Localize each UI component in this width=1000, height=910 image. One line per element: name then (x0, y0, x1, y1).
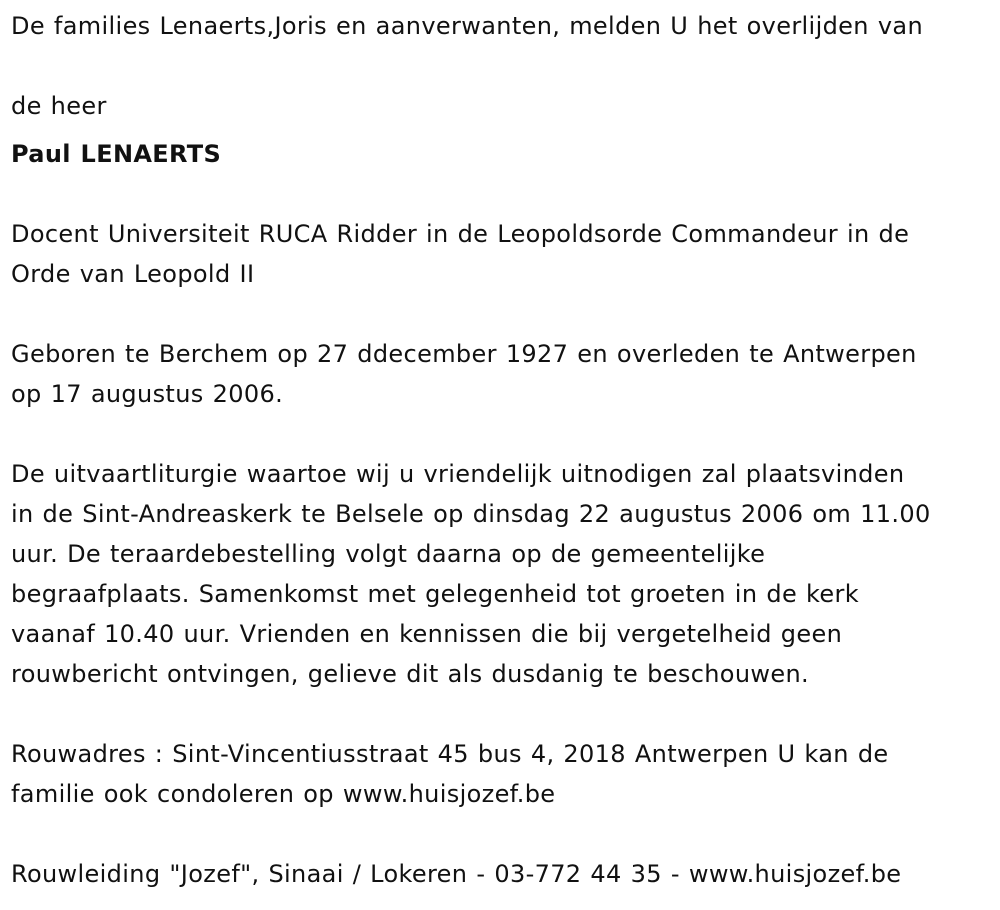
address-line: Rouwadres : Sint-Vincentiusstraat 45 bus 4, 2018 Antwerpen U kan de (11, 740, 889, 768)
intro-text: De families Lenaerts,Joris en aanverwanten, melden U het overlijden van (11, 12, 924, 40)
birth-death-line: Geboren te Berchem op 27 ddecember 1927 en overleden te Antwerpen (11, 340, 917, 368)
funeral-line: De uitvaartliturgie waartoe wij u vriendelijk uitnodigen zal plaatsvinden (11, 460, 905, 488)
birth-death-line: op 17 augustus 2006. (11, 380, 284, 408)
salutation: de heer (11, 92, 107, 120)
funeral-line: in de Sint-Andreaskerk te Belsele op dinsdag 22 augustus 2006 om 11.00 (11, 500, 931, 528)
address-line: familie ook condoleren op www.huisjozef.be (11, 780, 556, 808)
funeral-line: uur. De teraardebestelling volgt daarna op de gemeentelijke (11, 540, 766, 568)
titles-paragraph (11, 214, 909, 294)
undertaker-paragraph (11, 854, 901, 894)
undertaker-line: Rouwleiding "Jozef", Sinaai / Lokeren - 03-772 44 35 - www.huisjozef.be (11, 860, 902, 888)
address-paragraph (11, 734, 889, 814)
titles-line: Docent Universiteit RUCA Ridder in de Leopoldsorde Commandeur in de (11, 220, 910, 248)
funeral-line: vaanaf 10.40 uur. Vrienden en kennissen die bij vergetelheid geen (11, 620, 843, 648)
funeral-line: rouwbericht ontvingen, gelieve dit als dusdanig te beschouwen. (11, 660, 810, 688)
titles-line: Orde van Leopold II (11, 260, 255, 288)
birth-death-paragraph (11, 334, 917, 414)
funeral-paragraph (11, 454, 931, 694)
funeral-line: begraafplaats. Samenkomst met gelegenheid tot groeten in de kerk (11, 580, 860, 608)
deceased-name: Paul LENAERTS (11, 140, 222, 168)
